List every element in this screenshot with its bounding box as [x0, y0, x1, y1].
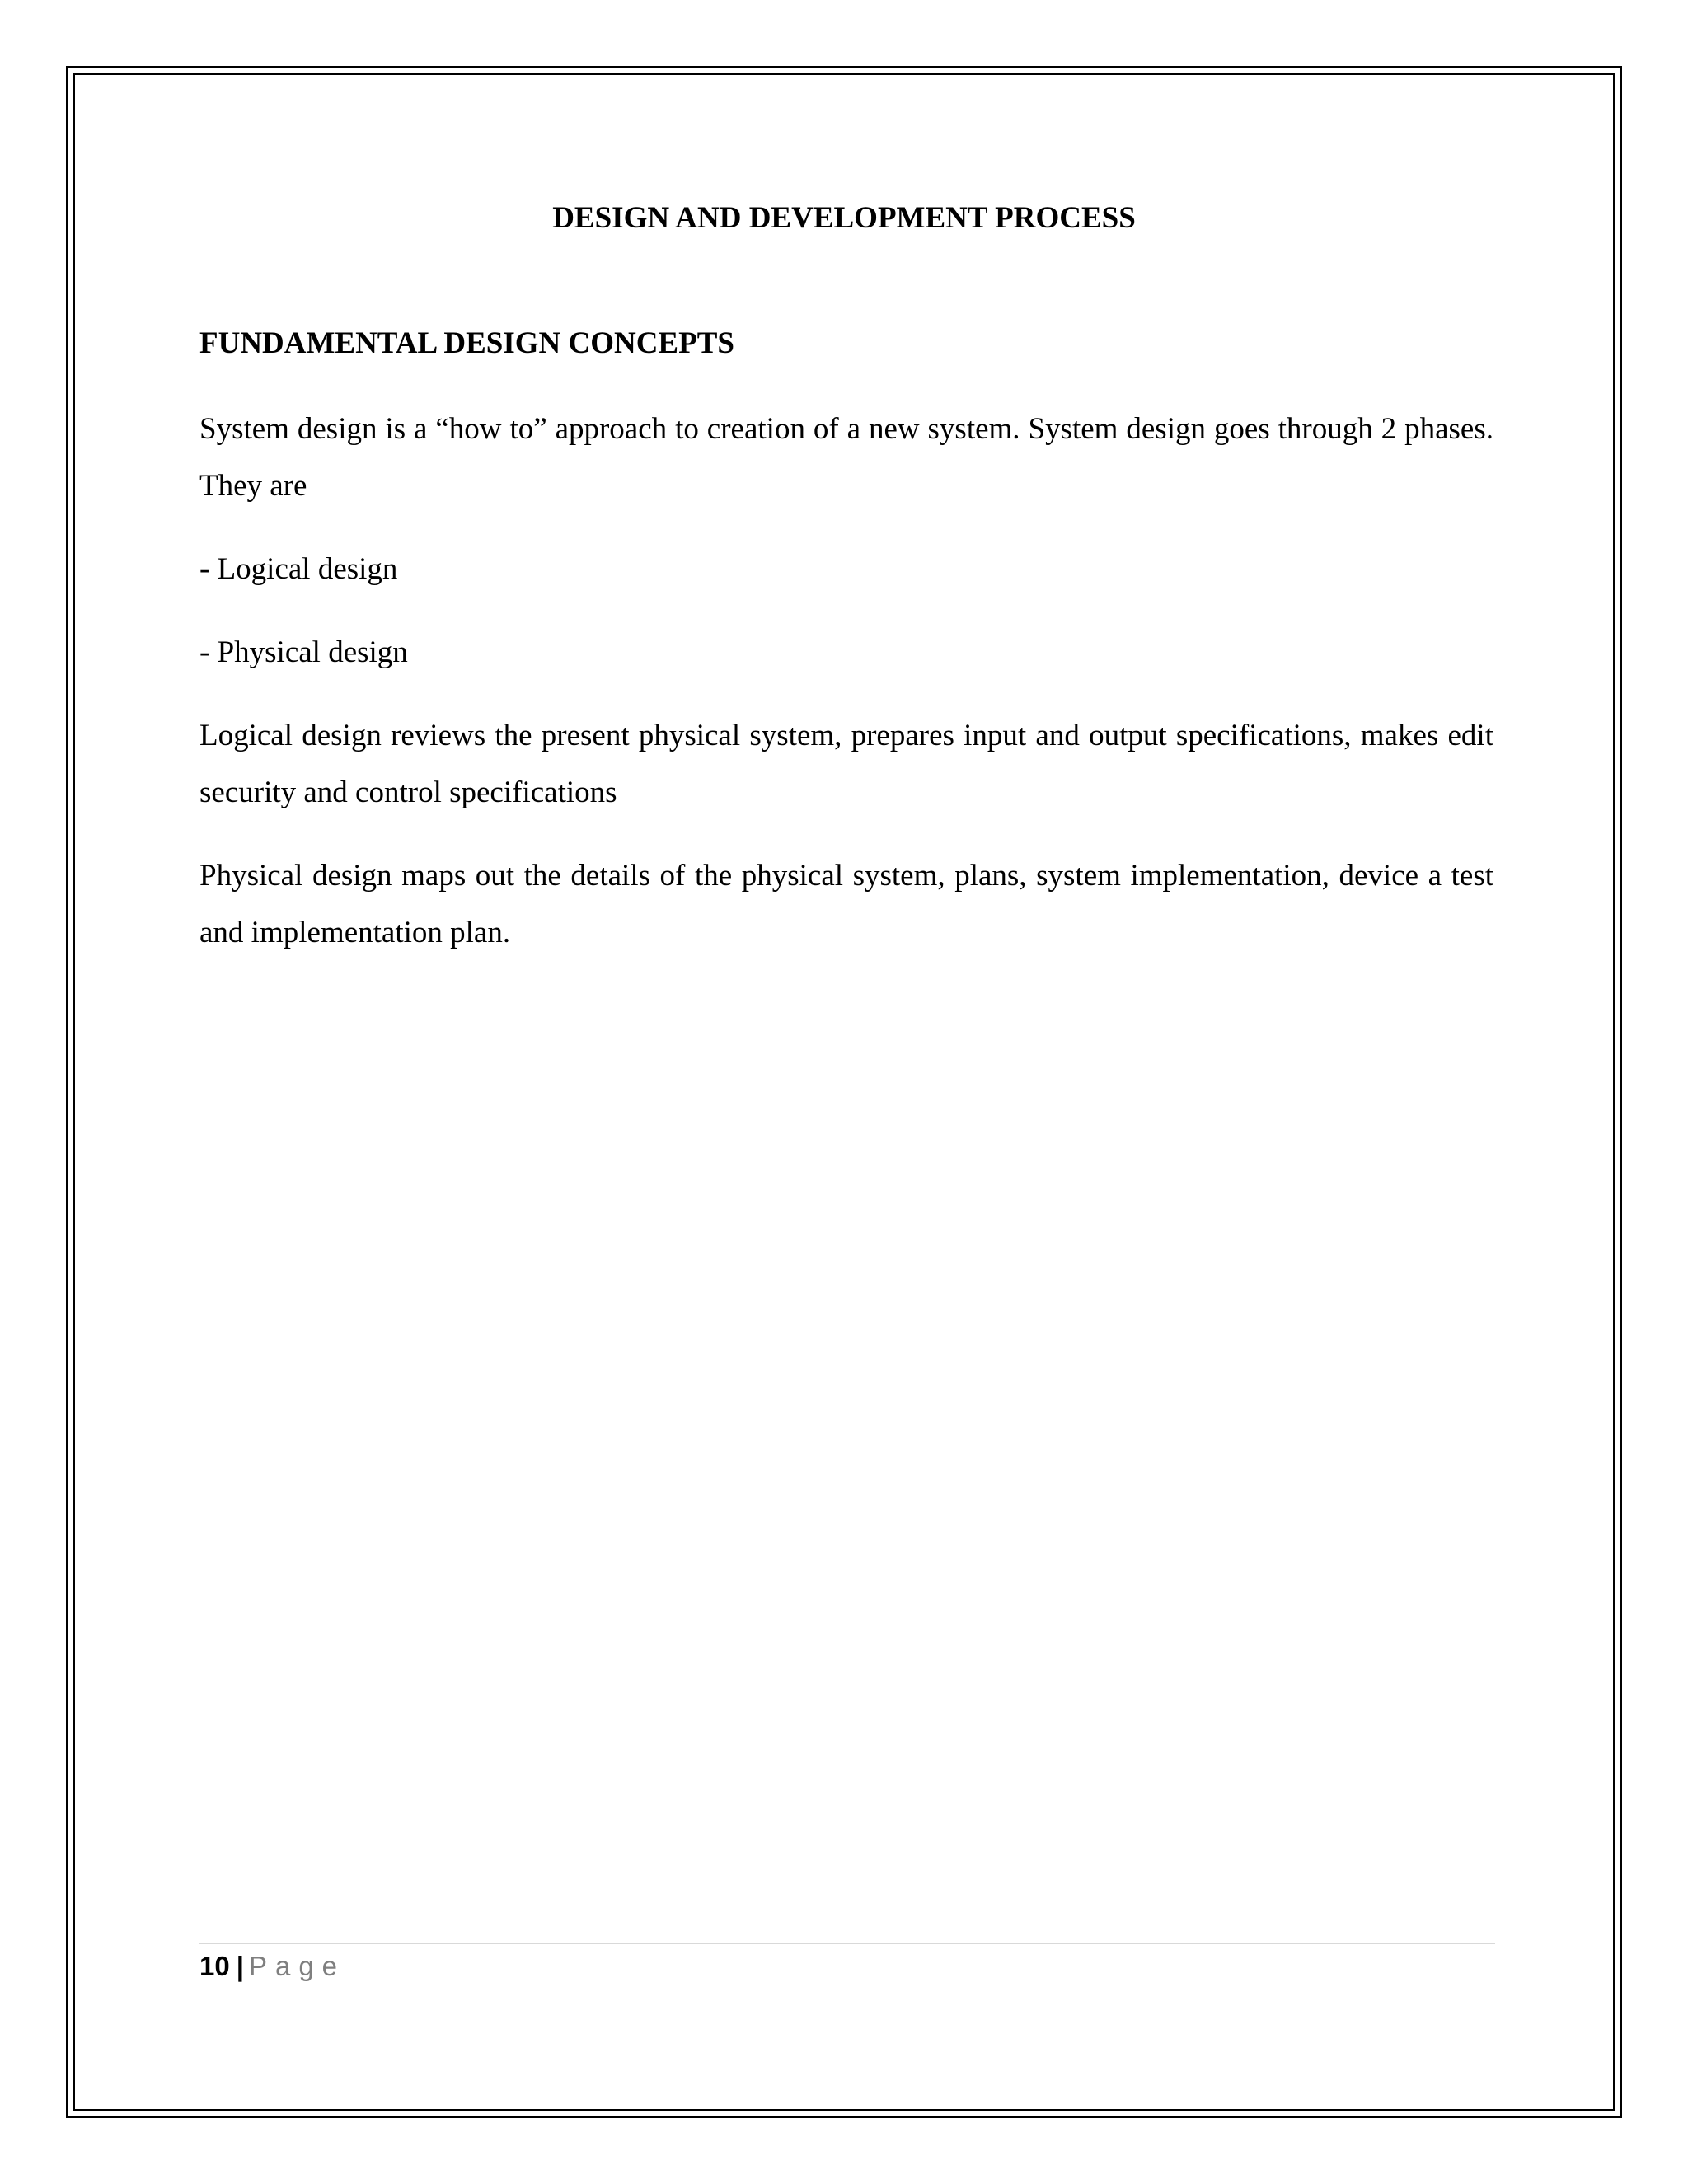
page-label: Page: [248, 1951, 346, 1981]
footer-divider: [199, 1943, 1495, 1944]
page-footer: [199, 1945, 345, 1988]
document-body: [199, 323, 1493, 987]
list-item-logical-design: - Logical design: [199, 552, 398, 586]
section-heading: FUNDAMENTAL DESIGN CONCEPTS: [199, 326, 734, 360]
paragraph-logical-design: Logical design reviews the present physical system, prepares input and output specifications, makes edit security and control specifications: [199, 719, 1493, 809]
footer-separator: |: [236, 1951, 244, 1981]
page-number: 10: [199, 1951, 230, 1981]
paragraph-intro: System design is a “how to” approach to creation of a new system. System design goes through 2 phases. They are: [199, 412, 1493, 503]
paragraph-physical-design: Physical design maps out the details of the physical system, plans, system implementation, device a test and implementation plan.: [199, 859, 1493, 949]
document-title: DESIGN AND DEVELOPMENT PROCESS: [552, 201, 1136, 235]
list-item-physical-design: - Physical design: [199, 635, 408, 669]
